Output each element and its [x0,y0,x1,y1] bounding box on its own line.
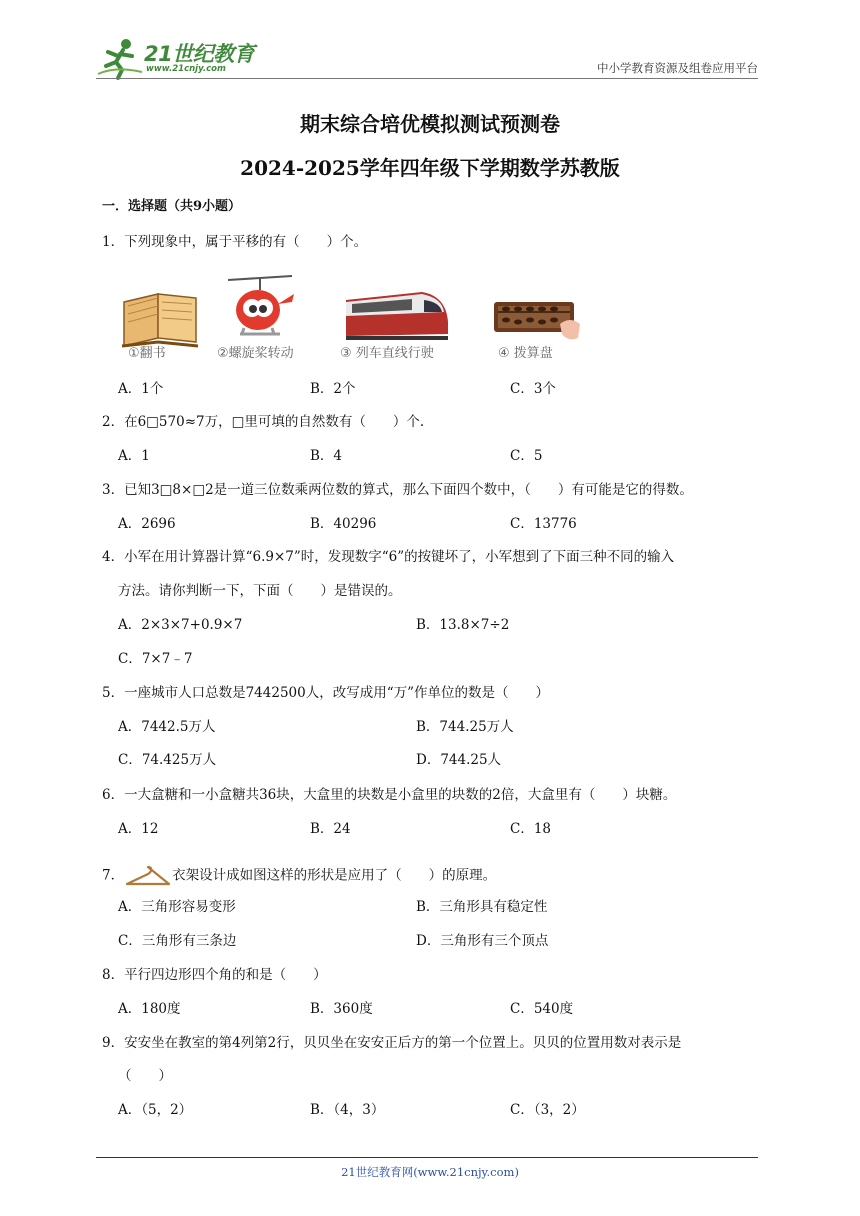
q7-option-c: C．三角形有三条边 [118,933,237,949]
q8-option-b: B．360度 [310,1001,373,1017]
q6-option-b: B．24 [310,821,351,837]
q4-option-b: B．13.8×7÷2 [416,617,510,633]
page-header [96,36,758,80]
footer-divider [96,1157,758,1158]
q1-option-a: A．1个 [118,381,164,397]
q4-stem-line1: 4．小军在用计算器计算“6.9×7”时，发现数字“6”的按键坏了，小军想到了下面三种不同的输入 [102,549,675,565]
q3-stem: 3．已知3□8×□2是一道三位数乘两位数的算式，那么下面四个数中，（ ）有可能是它的得数。 [102,482,693,498]
exam-title: 期末综合培优模拟测试预测卷 [300,112,560,136]
q2-option-c: C．5 [510,448,543,464]
exam-subtitle: 2024-2025学年四年级下学期数学苏教版 [240,156,620,180]
q2-option-a: A．1 [118,448,150,464]
q9-stem-line1: 9．安安坐在教室的第4列第2行，贝贝坐在安安正后方的第一个位置上。贝贝的位置用数对表示是 [102,1035,682,1051]
q7-option-a: A．三角形容易变形 [118,899,236,915]
header-divider [96,78,758,79]
runner-logo-icon [96,36,144,80]
q1-option-c: C．3个 [510,381,556,397]
q1-stem: 1．下列现象中，属于平移的有（ ）个。 [102,234,368,250]
section-heading: 一．选择题（共9小题） [102,199,242,214]
q6-option-a: A．12 [118,821,159,837]
q9-stem-line2: （ ） [118,1068,172,1084]
q9-option-c: C．（3，2） [510,1102,585,1118]
q3-option-a: A．2696 [118,516,176,532]
q5-stem: 5．一座城市人口总数是7442500人，改写成用“万”作单位的数是（ ） [102,685,550,701]
platform-name: 中小学教育资源及组卷应用平台 [597,61,758,75]
q5-option-b: B．744.25万人 [416,719,514,735]
q6-option-c: C．18 [510,821,552,837]
q7-number: 7． [102,867,125,884]
q4-option-c: C．7×7﹣7 [118,651,193,667]
logo [96,36,266,80]
q5-option-a: A．7442.5万人 [118,719,216,735]
q8-stem: 8．平行四边形四个角的和是（ ） [102,967,327,983]
q9-option-b: B．（4，3） [310,1102,385,1118]
caption-2: ②螺旋桨转动 [217,346,294,361]
q7-option-d: D．三角形有三个顶点 [416,933,549,949]
q3-option-c: C．13776 [510,516,577,532]
logo-text: 21世纪教育 [144,42,255,66]
q4-stem-line2: 方法。请你判断一下，下面（ ）是错误的。 [118,583,402,599]
q7-option-b: B．三角形具有稳定性 [416,899,548,915]
q8-option-c: C．540度 [510,1001,574,1017]
logo-url: www.21cnjy.com [146,64,226,74]
footer-text: 21世纪教育网(www.21cnjy.com) [341,1165,519,1179]
q7-stem [102,863,496,889]
q7-text: 衣架设计成如图这样的形状是应用了（ ）的原理。 [172,867,497,884]
q2-stem: 2．在6□570≈7万，□里可填的自然数有（ ）个. [102,414,425,430]
q1-option-b: B．2个 [310,381,356,397]
q8-option-a: A．180度 [118,1001,181,1017]
caption-3: ③ 列车直线行驶 [340,346,434,361]
caption-1: ①翻书 [128,346,166,361]
q9-option-a: A．（5，2） [118,1102,193,1118]
q5-option-c: C．74.425万人 [118,752,217,768]
q1-pictures [118,260,588,364]
q2-option-b: B．4 [310,448,343,464]
hanger-icon [124,863,172,889]
q4-option-a: A．2×3×7+0.9×7 [118,617,243,633]
q3-option-b: B．40296 [310,516,377,532]
q5-option-d: D．744.25人 [416,752,502,768]
caption-4: ④ 拨算盘 [498,346,553,361]
q6-stem: 6．一大盒糖和一小盒糖共36块，大盒里的块数是小盒里的块数的2倍，大盒里有（ ）块糖。 [102,787,677,803]
